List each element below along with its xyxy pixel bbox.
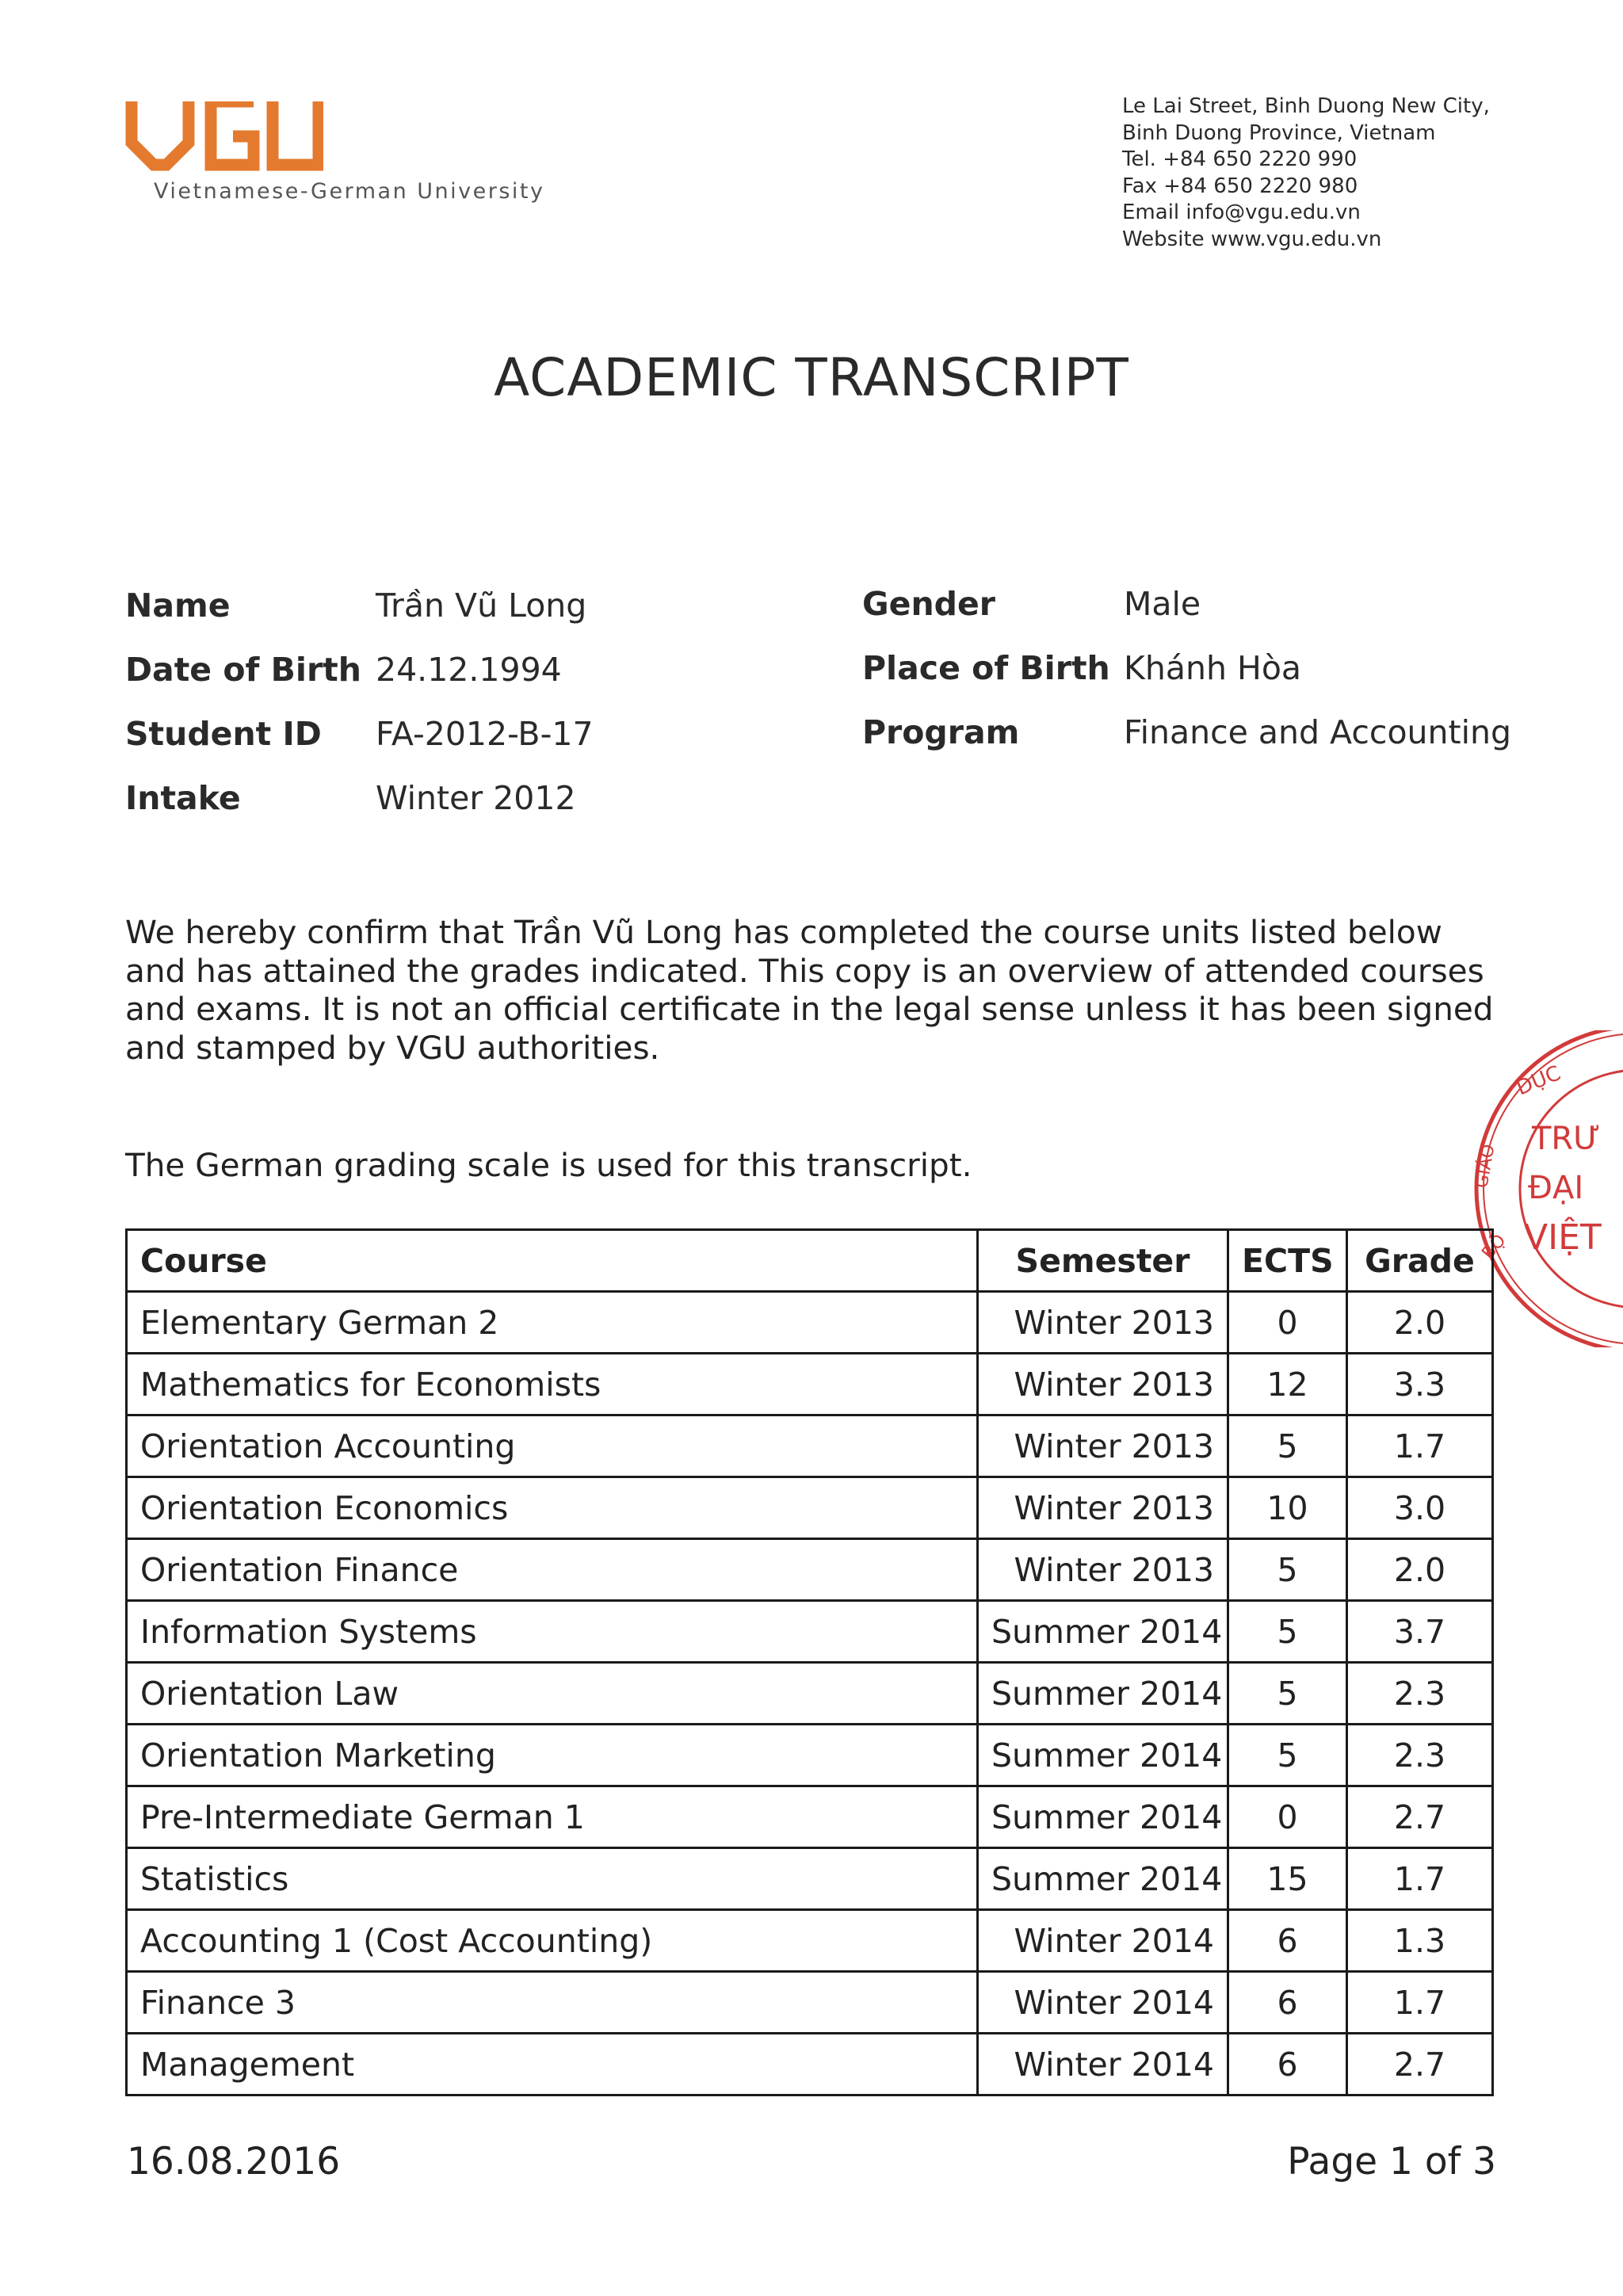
semester-cell: Winter 2013 xyxy=(978,1292,1228,1354)
course-cell: Orientation Accounting xyxy=(127,1415,978,1477)
course-cell: Statistics xyxy=(127,1848,978,1910)
semester-cell: Winter 2013 xyxy=(978,1415,1228,1477)
course-column-header: Course xyxy=(127,1230,978,1292)
semester-cell: Winter 2014 xyxy=(978,1910,1228,1972)
grade-cell: 1.7 xyxy=(1347,1972,1493,2034)
course-cell: Mathematics for Economists xyxy=(127,1354,978,1415)
grade-cell: 1.7 xyxy=(1347,1415,1493,1477)
course-cell: Pre-Intermediate German 1 xyxy=(127,1786,978,1848)
phone-line: Tel. +84 650 2220 990 xyxy=(1122,147,1358,171)
ects-cell: 12 xyxy=(1228,1354,1347,1415)
intake-label: Intake xyxy=(125,779,241,817)
ects-cell: 6 xyxy=(1228,1972,1347,2034)
semester-column-header: Semester xyxy=(978,1230,1228,1292)
grade-cell: 2.7 xyxy=(1347,1786,1493,1848)
ects-cell: 5 xyxy=(1228,1415,1347,1477)
semester-cell: Summer 2014 xyxy=(978,1663,1228,1725)
grade-cell: 2.3 xyxy=(1347,1663,1493,1725)
ects-cell: 6 xyxy=(1228,1910,1347,1972)
grade-cell: 2.0 xyxy=(1347,1292,1493,1354)
stamp-text: BỘ xyxy=(1478,1230,1510,1263)
ects-cell: 15 xyxy=(1228,1848,1347,1910)
grade-cell: 1.3 xyxy=(1347,1910,1493,1972)
course-cell: Orientation Finance xyxy=(127,1539,978,1601)
table-header-row xyxy=(127,1230,1493,1292)
course-cell: Elementary German 2 xyxy=(127,1292,978,1354)
grade-column-header: Grade xyxy=(1347,1230,1493,1292)
stamp-text: ĐẠI xyxy=(1528,1170,1584,1206)
confirmation-paragraph: We hereby confirm that Trần Vũ Long has completed the course units listed below and has attained the grades indicated. This copy is an overview of attended courses and exams. It is not an official certificate in the legal sense unless it has been signed and stamped by VGU authorities. xyxy=(125,913,1494,1067)
contact-address xyxy=(1122,94,1490,253)
issue-date: 16.08.2016 xyxy=(127,2140,341,2183)
university-name: Vietnamese-German University xyxy=(154,179,545,204)
semester-cell: Summer 2014 xyxy=(978,1848,1228,1910)
intake-value: Winter 2012 xyxy=(376,779,576,817)
ects-cell: 0 xyxy=(1228,1786,1347,1848)
fax-line: Fax +84 650 2220 980 xyxy=(1122,174,1358,198)
course-cell: Accounting 1 (Cost Accounting) xyxy=(127,1910,978,1972)
dob-value: 24.12.1994 xyxy=(376,651,562,689)
course-cell: Orientation Law xyxy=(127,1663,978,1725)
student-id-value: FA-2012-B-17 xyxy=(376,715,594,753)
dob-label: Date of Birth xyxy=(125,651,361,689)
ects-column-header: ECTS xyxy=(1228,1230,1347,1292)
grade-cell: 1.7 xyxy=(1347,1848,1493,1910)
place-of-birth-label: Place of Birth xyxy=(862,649,1110,687)
table-row xyxy=(127,1477,1493,1539)
table-row xyxy=(127,1848,1493,1910)
address-line: Binh Duong Province, Vietnam xyxy=(1122,120,1436,145)
grade-cell: 3.0 xyxy=(1347,1477,1493,1539)
semester-cell: Winter 2014 xyxy=(978,2034,1228,2095)
table-row xyxy=(127,1786,1493,1848)
gender-label: Gender xyxy=(862,585,996,623)
program-label: Program xyxy=(862,713,1020,751)
ects-cell: 5 xyxy=(1228,1601,1347,1663)
course-table xyxy=(125,1228,1494,2096)
table-row xyxy=(127,1292,1493,1354)
ects-cell: 5 xyxy=(1228,1725,1347,1786)
course-cell: Orientation Economics xyxy=(127,1477,978,1539)
table-row xyxy=(127,1910,1493,1972)
semester-cell: Summer 2014 xyxy=(978,1786,1228,1848)
semester-cell: Winter 2013 xyxy=(978,1539,1228,1601)
table-row xyxy=(127,1539,1493,1601)
grade-cell: 2.7 xyxy=(1347,2034,1493,2095)
page-number: Page 1 of 3 xyxy=(1287,2140,1496,2183)
semester-cell: Summer 2014 xyxy=(978,1601,1228,1663)
table-row xyxy=(127,1354,1493,1415)
semester-cell: Summer 2014 xyxy=(978,1725,1228,1786)
grade-cell: 2.3 xyxy=(1347,1725,1493,1786)
table-row xyxy=(127,1415,1493,1477)
semester-cell: Winter 2013 xyxy=(978,1354,1228,1415)
table-row xyxy=(127,2034,1493,2095)
grade-cell: 3.7 xyxy=(1347,1601,1493,1663)
ects-cell: 10 xyxy=(1228,1477,1347,1539)
course-cell: Finance 3 xyxy=(127,1972,978,2034)
website-line: Website www.vgu.edu.vn xyxy=(1122,227,1382,251)
course-cell: Orientation Marketing xyxy=(127,1725,978,1786)
email-line: Email info@vgu.edu.vn xyxy=(1122,201,1361,224)
ects-cell: 5 xyxy=(1228,1539,1347,1601)
document-title: ACADEMIC TRANSCRIPT xyxy=(494,347,1129,408)
table-row xyxy=(127,1725,1493,1786)
address-line: Le Lai Street, Binh Duong New City, xyxy=(1122,94,1490,118)
ects-cell: 5 xyxy=(1228,1663,1347,1725)
ects-cell: 6 xyxy=(1228,2034,1347,2095)
table-row xyxy=(127,1972,1493,2034)
name-value: Trần Vũ Long xyxy=(376,586,587,625)
grading-scale-note: The German grading scale is used for this transcript. xyxy=(125,1146,972,1184)
vgu-logo xyxy=(125,101,545,204)
stamp-text: DỤC xyxy=(1513,1061,1564,1101)
stamp-text: TRƯ xyxy=(1532,1121,1601,1157)
grade-cell: 3.3 xyxy=(1347,1354,1493,1415)
gender-value: Male xyxy=(1124,585,1201,623)
course-cell: Information Systems xyxy=(127,1601,978,1663)
program-value: Finance and Accounting xyxy=(1124,713,1511,751)
stamp-text: GIÁO xyxy=(1472,1143,1499,1190)
place-of-birth-value: Khánh Hòa xyxy=(1124,649,1302,687)
ects-cell: 0 xyxy=(1228,1292,1347,1354)
vgu-logo-mark xyxy=(125,101,323,171)
course-cell: Management xyxy=(127,2034,978,2095)
name-label: Name xyxy=(125,586,231,625)
student-id-label: Student ID xyxy=(125,715,322,753)
semester-cell: Winter 2014 xyxy=(978,1972,1228,2034)
semester-cell: Winter 2013 xyxy=(978,1477,1228,1539)
table-row xyxy=(127,1601,1493,1663)
grade-cell: 2.0 xyxy=(1347,1539,1493,1601)
table-row xyxy=(127,1663,1493,1725)
stamp-text: VIỆT xyxy=(1524,1217,1602,1258)
